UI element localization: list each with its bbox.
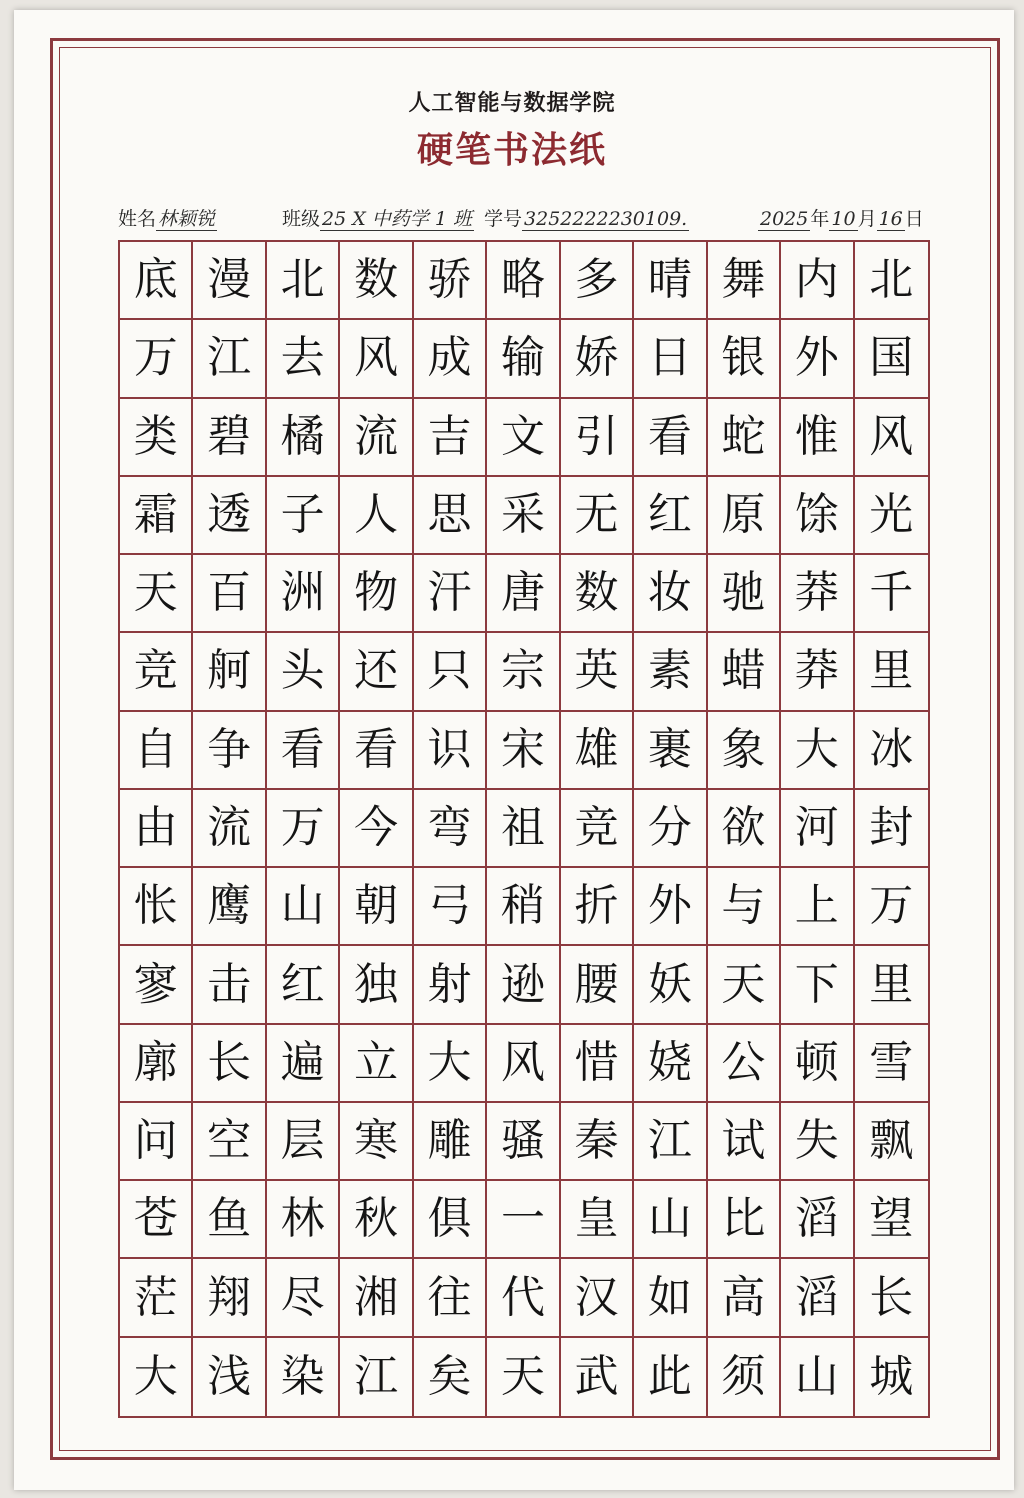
grid-cell: 自 — [120, 712, 193, 790]
grid-cell: 山 — [781, 1338, 854, 1416]
grid-cell: 看 — [634, 399, 707, 477]
grid-cell: 长 — [855, 1259, 928, 1337]
grid-cell: 湘 — [340, 1259, 413, 1337]
grid-cell: 天 — [120, 555, 193, 633]
grid-cell: 骚 — [487, 1103, 560, 1181]
writing-grid — [118, 240, 930, 1418]
grid-cell: 采 — [487, 477, 560, 555]
grid-cell: 娇 — [561, 320, 634, 398]
grid-cell: 舸 — [193, 633, 266, 711]
grid-cell: 朝 — [340, 868, 413, 946]
name-label: 姓名 — [118, 208, 157, 230]
grid-cell: 子 — [267, 477, 340, 555]
grid-cell: 苍 — [120, 1181, 193, 1259]
grid-cell: 国 — [855, 320, 928, 398]
grid-cell: 逊 — [487, 946, 560, 1024]
grid-cell: 宋 — [487, 712, 560, 790]
grid-cell: 江 — [634, 1103, 707, 1181]
grid-cell: 比 — [708, 1181, 781, 1259]
grid-cell: 争 — [193, 712, 266, 790]
grid-cell: 飘 — [855, 1103, 928, 1181]
grid-cell: 红 — [267, 946, 340, 1024]
grid-cell: 看 — [267, 712, 340, 790]
grid-cell: 立 — [340, 1025, 413, 1103]
grid-cell: 流 — [340, 399, 413, 477]
grid-cell: 染 — [267, 1338, 340, 1416]
grid-cell: 莽 — [781, 555, 854, 633]
grid-cell: 往 — [414, 1259, 487, 1337]
grid-cell: 略 — [487, 242, 560, 320]
grid-cell: 茫 — [120, 1259, 193, 1337]
grid-cell: 长 — [193, 1025, 266, 1103]
grid-cell: 风 — [487, 1025, 560, 1103]
grid-cell: 高 — [708, 1259, 781, 1337]
grid-cell: 透 — [193, 477, 266, 555]
grid-cell: 素 — [634, 633, 707, 711]
grid-cell: 晴 — [634, 242, 707, 320]
grid-cell: 霜 — [120, 477, 193, 555]
grid-cell: 数 — [561, 555, 634, 633]
grid-cell: 祖 — [487, 790, 560, 868]
grid-cell: 武 — [561, 1338, 634, 1416]
school-name: 人工智能与数据学院 — [408, 91, 616, 116]
grid-cell: 吉 — [414, 399, 487, 477]
grid-cell: 鱼 — [193, 1181, 266, 1259]
grid-cell: 雪 — [855, 1025, 928, 1103]
grid-cell: 风 — [855, 399, 928, 477]
student-id-value: 3252222230109. — [524, 208, 688, 230]
date-year: 2025 — [760, 208, 809, 230]
grid-cell: 光 — [855, 477, 928, 555]
grid-cell: 风 — [340, 320, 413, 398]
grid-cell: 矣 — [414, 1338, 487, 1416]
grid-cell: 裹 — [634, 712, 707, 790]
grid-cell: 头 — [267, 633, 340, 711]
grid-cell: 日 — [634, 320, 707, 398]
grid-cell: 射 — [414, 946, 487, 1024]
grid-cell: 大 — [414, 1025, 487, 1103]
grid-cell: 妆 — [634, 555, 707, 633]
grid-cell: 与 — [708, 868, 781, 946]
grid-cell: 惟 — [781, 399, 854, 477]
grid-cell: 内 — [781, 242, 854, 320]
name-field — [118, 204, 217, 231]
grid-cell: 汗 — [414, 555, 487, 633]
grid-cell: 驰 — [708, 555, 781, 633]
grid-cell: 看 — [340, 712, 413, 790]
grid-cell: 北 — [855, 242, 928, 320]
grid-cell: 皇 — [561, 1181, 634, 1259]
grid-cell: 秋 — [340, 1181, 413, 1259]
date-day-label: 日 — [904, 208, 924, 230]
grid-cell: 俱 — [414, 1181, 487, 1259]
grid-cell: 还 — [340, 633, 413, 711]
grid-cell: 流 — [193, 790, 266, 868]
grid-cell: 山 — [267, 868, 340, 946]
grid-cell: 公 — [708, 1025, 781, 1103]
grid-cell: 蛇 — [708, 399, 781, 477]
grid-cell: 望 — [855, 1181, 928, 1259]
sheet-title: 硬笔书法纸 — [416, 130, 607, 171]
grid-cell: 滔 — [781, 1181, 854, 1259]
grid-cell: 试 — [708, 1103, 781, 1181]
grid-cell: 万 — [267, 790, 340, 868]
grid-cell: 大 — [120, 1338, 193, 1416]
grid-cell: 银 — [708, 320, 781, 398]
date-day: 16 — [878, 208, 903, 230]
grid-cell: 蜡 — [708, 633, 781, 711]
grid-cell: 汉 — [561, 1259, 634, 1337]
grid-cell: 识 — [414, 712, 487, 790]
grid-cell: 弯 — [414, 790, 487, 868]
grid-cell: 万 — [120, 320, 193, 398]
grid-cell: 封 — [855, 790, 928, 868]
grid-cell: 寒 — [340, 1103, 413, 1181]
grid-cell: 类 — [120, 399, 193, 477]
grid-cell: 多 — [561, 242, 634, 320]
grid-cell: 须 — [708, 1338, 781, 1416]
class-value: 25 X 中药学 1 班 — [322, 208, 472, 230]
grid-cell: 妖 — [634, 946, 707, 1024]
grid-cell: 浅 — [193, 1338, 266, 1416]
grid-cell: 折 — [561, 868, 634, 946]
grid-cell: 底 — [120, 242, 193, 320]
grid-cell: 上 — [781, 868, 854, 946]
grid-cell: 由 — [120, 790, 193, 868]
grid-cell: 竞 — [120, 633, 193, 711]
grid-cell: 输 — [487, 320, 560, 398]
date-year-label: 年 — [810, 208, 830, 230]
grid-cell: 怅 — [120, 868, 193, 946]
grid-cell: 击 — [193, 946, 266, 1024]
grid-cell: 城 — [869, 1350, 914, 1402]
grid-cell: 河 — [781, 790, 854, 868]
grid-cell: 天 — [487, 1338, 560, 1416]
grid-cell: 物 — [340, 555, 413, 633]
grid-cell: 惜 — [561, 1025, 634, 1103]
grid-cell: 冰 — [855, 712, 928, 790]
grid-cell: 娆 — [634, 1025, 707, 1103]
grid-cell: 遍 — [267, 1025, 340, 1103]
grid-cell: 欲 — [708, 790, 781, 868]
grid-cell: 山 — [634, 1181, 707, 1259]
grid-cell: 碧 — [193, 399, 266, 477]
grid-cell: 层 — [267, 1103, 340, 1181]
grid-cell: 秦 — [561, 1103, 634, 1181]
grid-cell: 人 — [340, 477, 413, 555]
grid-cell: 外 — [781, 320, 854, 398]
grid-cell: 去 — [267, 320, 340, 398]
grid-cell: 此 — [634, 1338, 707, 1416]
grid-cell: 宗 — [487, 633, 560, 711]
grid-cell: 独 — [340, 946, 413, 1024]
grid-cell: 大 — [781, 712, 854, 790]
date-month-label: 月 — [857, 208, 877, 230]
grid-cell: 稍 — [487, 868, 560, 946]
grid-cell: 弓 — [414, 868, 487, 946]
grid-cell: 问 — [120, 1103, 193, 1181]
grid-cell: 英 — [561, 633, 634, 711]
grid-cell: 一 — [487, 1181, 560, 1259]
grid-cell: 里 — [855, 633, 928, 711]
grid-cell: 腰 — [561, 946, 634, 1024]
grid-cell: 无 — [561, 477, 634, 555]
grid-cell: 只 — [414, 633, 487, 711]
grid-cell: 文 — [487, 399, 560, 477]
grid-cell: 莽 — [781, 633, 854, 711]
grid-cell: 里 — [855, 946, 928, 1024]
grid-cell: 象 — [708, 712, 781, 790]
grid-cell: 雕 — [414, 1103, 487, 1181]
grid-cell: 滔 — [781, 1259, 854, 1337]
grid-cell: 鹰 — [193, 868, 266, 946]
student-id-label: 学号 — [484, 208, 523, 230]
date-field — [758, 204, 924, 231]
grid-cell: 廓 — [120, 1025, 193, 1103]
grid-cell: 引 — [561, 399, 634, 477]
grid-cell: 百 — [193, 555, 266, 633]
grid-cell: 空 — [193, 1103, 266, 1181]
grid-cell: 舞 — [708, 242, 781, 320]
grid-cell: 雄 — [561, 712, 634, 790]
grid-cell: 翔 — [193, 1259, 266, 1337]
grid-cell: 骄 — [414, 242, 487, 320]
student-id-field — [484, 204, 689, 231]
grid-cell: 数 — [340, 242, 413, 320]
grid-cell: 如 — [634, 1259, 707, 1337]
grid-cell: 分 — [634, 790, 707, 868]
grid-cell: 北 — [267, 242, 340, 320]
grid-cell: 今 — [340, 790, 413, 868]
grid-cell: 林 — [267, 1181, 340, 1259]
date-month: 10 — [831, 208, 856, 230]
grid-cell: 原 — [708, 477, 781, 555]
grid-cell: 红 — [634, 477, 707, 555]
grid-cell: 顿 — [781, 1025, 854, 1103]
grid-cell: 寥 — [120, 946, 193, 1024]
grid-cell: 下 — [781, 946, 854, 1024]
grid-cell: 万 — [855, 868, 928, 946]
grid-cell: 思 — [414, 477, 487, 555]
grid-cell: 江 — [193, 320, 266, 398]
grid-cell: 江 — [340, 1338, 413, 1416]
grid-cell: 洲 — [267, 555, 340, 633]
grid-cell: 漫 — [193, 242, 266, 320]
grid-cell: 外 — [634, 868, 707, 946]
grid-cell: 代 — [487, 1259, 560, 1337]
grid-cell: 馀 — [781, 477, 854, 555]
class-field — [282, 204, 474, 231]
class-label: 班级 — [282, 208, 321, 230]
grid-cell: 尽 — [267, 1259, 340, 1337]
grid-cell: 成 — [414, 320, 487, 398]
grid-cell: 橘 — [267, 399, 340, 477]
grid-cell: 唐 — [487, 555, 560, 633]
grid-cell: 天 — [708, 946, 781, 1024]
grid-cell: 竞 — [561, 790, 634, 868]
grid-cell: 失 — [781, 1103, 854, 1181]
name-value: 林颖锐 — [158, 208, 216, 230]
grid-cell: 千 — [855, 555, 928, 633]
